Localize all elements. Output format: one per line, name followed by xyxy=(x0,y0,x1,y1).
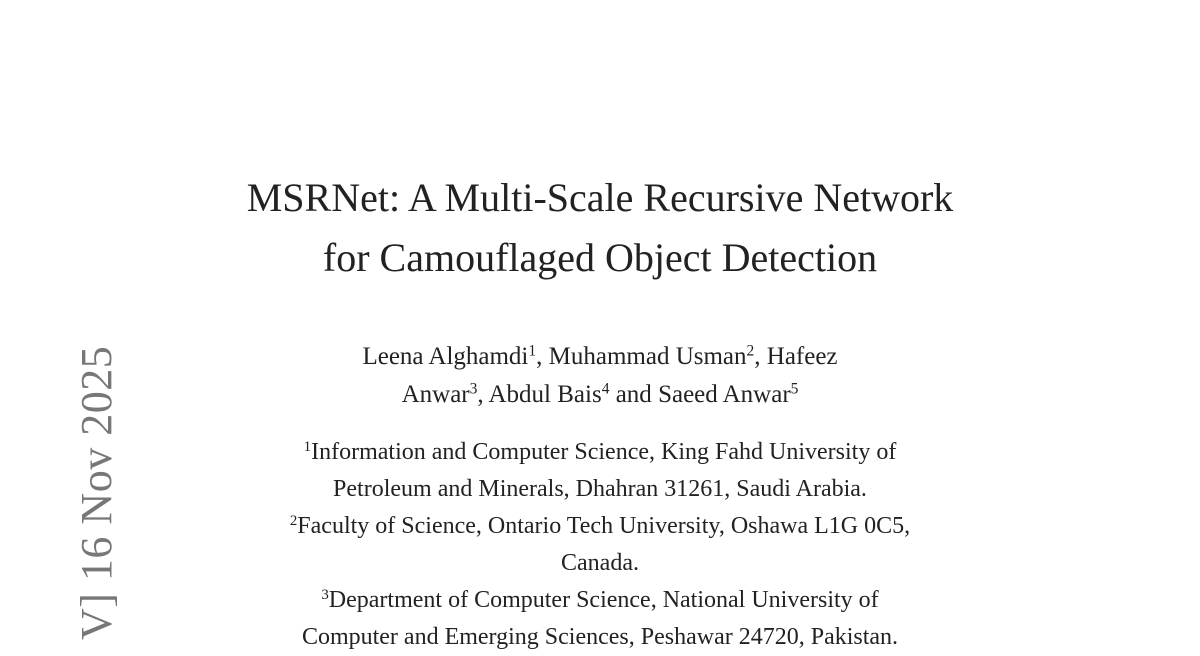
arxiv-side-stamp: V] 16 Nov 2025 xyxy=(72,345,121,640)
affiliation-list xyxy=(150,434,1050,656)
author-affil-mark: 3 xyxy=(469,380,478,398)
title-line-2: for Camouflaged Object Detection xyxy=(322,235,878,280)
author-name: Anwar xyxy=(401,381,470,408)
author-separator: , xyxy=(754,343,767,370)
affiliation-text: Department of Computer Science, National University of xyxy=(328,587,879,613)
affiliation-text: Faculty of Science, Ontario Tech University, Oshawa L1G 0C5, xyxy=(297,513,911,539)
title-line-1: MSRNet: A Multi-Scale Recursive Network xyxy=(246,175,954,220)
author-name: Leena Alghamdi xyxy=(362,343,529,370)
author-affil-mark: 4 xyxy=(601,380,610,398)
author-line-2 xyxy=(150,376,1050,414)
author-list xyxy=(150,338,1050,414)
affiliation-line: Canada. xyxy=(561,550,639,576)
author-name: Abdul Bais xyxy=(488,381,602,408)
affiliation-line: Computer and Emerging Sciences, Peshawar 24720, Pakistan. xyxy=(301,624,899,650)
affiliation-text: Information and Computer Science, King Fahd University of xyxy=(311,439,897,465)
author-affil-mark: 2 xyxy=(746,342,755,360)
affiliation-mark: 1 xyxy=(303,438,312,455)
affiliation-line xyxy=(150,508,1050,545)
affiliation-3 xyxy=(150,582,1050,656)
author-line-1 xyxy=(150,338,1050,376)
paper-title xyxy=(150,168,1050,288)
author-separator: , xyxy=(536,343,549,370)
affiliation-line xyxy=(150,582,1050,619)
author-affil-mark: 1 xyxy=(528,342,537,360)
author-separator: and xyxy=(609,381,659,408)
affiliation-2 xyxy=(150,508,1050,582)
author-separator: , xyxy=(477,381,489,408)
author-affil-mark: 5 xyxy=(790,380,799,398)
affiliation-1 xyxy=(150,434,1050,508)
affiliation-line xyxy=(150,434,1050,471)
author-name: Saeed Anwar xyxy=(658,381,791,408)
affiliation-line: Petroleum and Minerals, Dhahran 31261, Saudi Arabia. xyxy=(333,476,867,502)
affiliation-mark: 3 xyxy=(321,586,329,603)
author-name: Hafeez xyxy=(766,343,838,370)
affiliation-mark: 2 xyxy=(289,512,298,529)
author-name: Muhammad Usman xyxy=(548,343,747,370)
